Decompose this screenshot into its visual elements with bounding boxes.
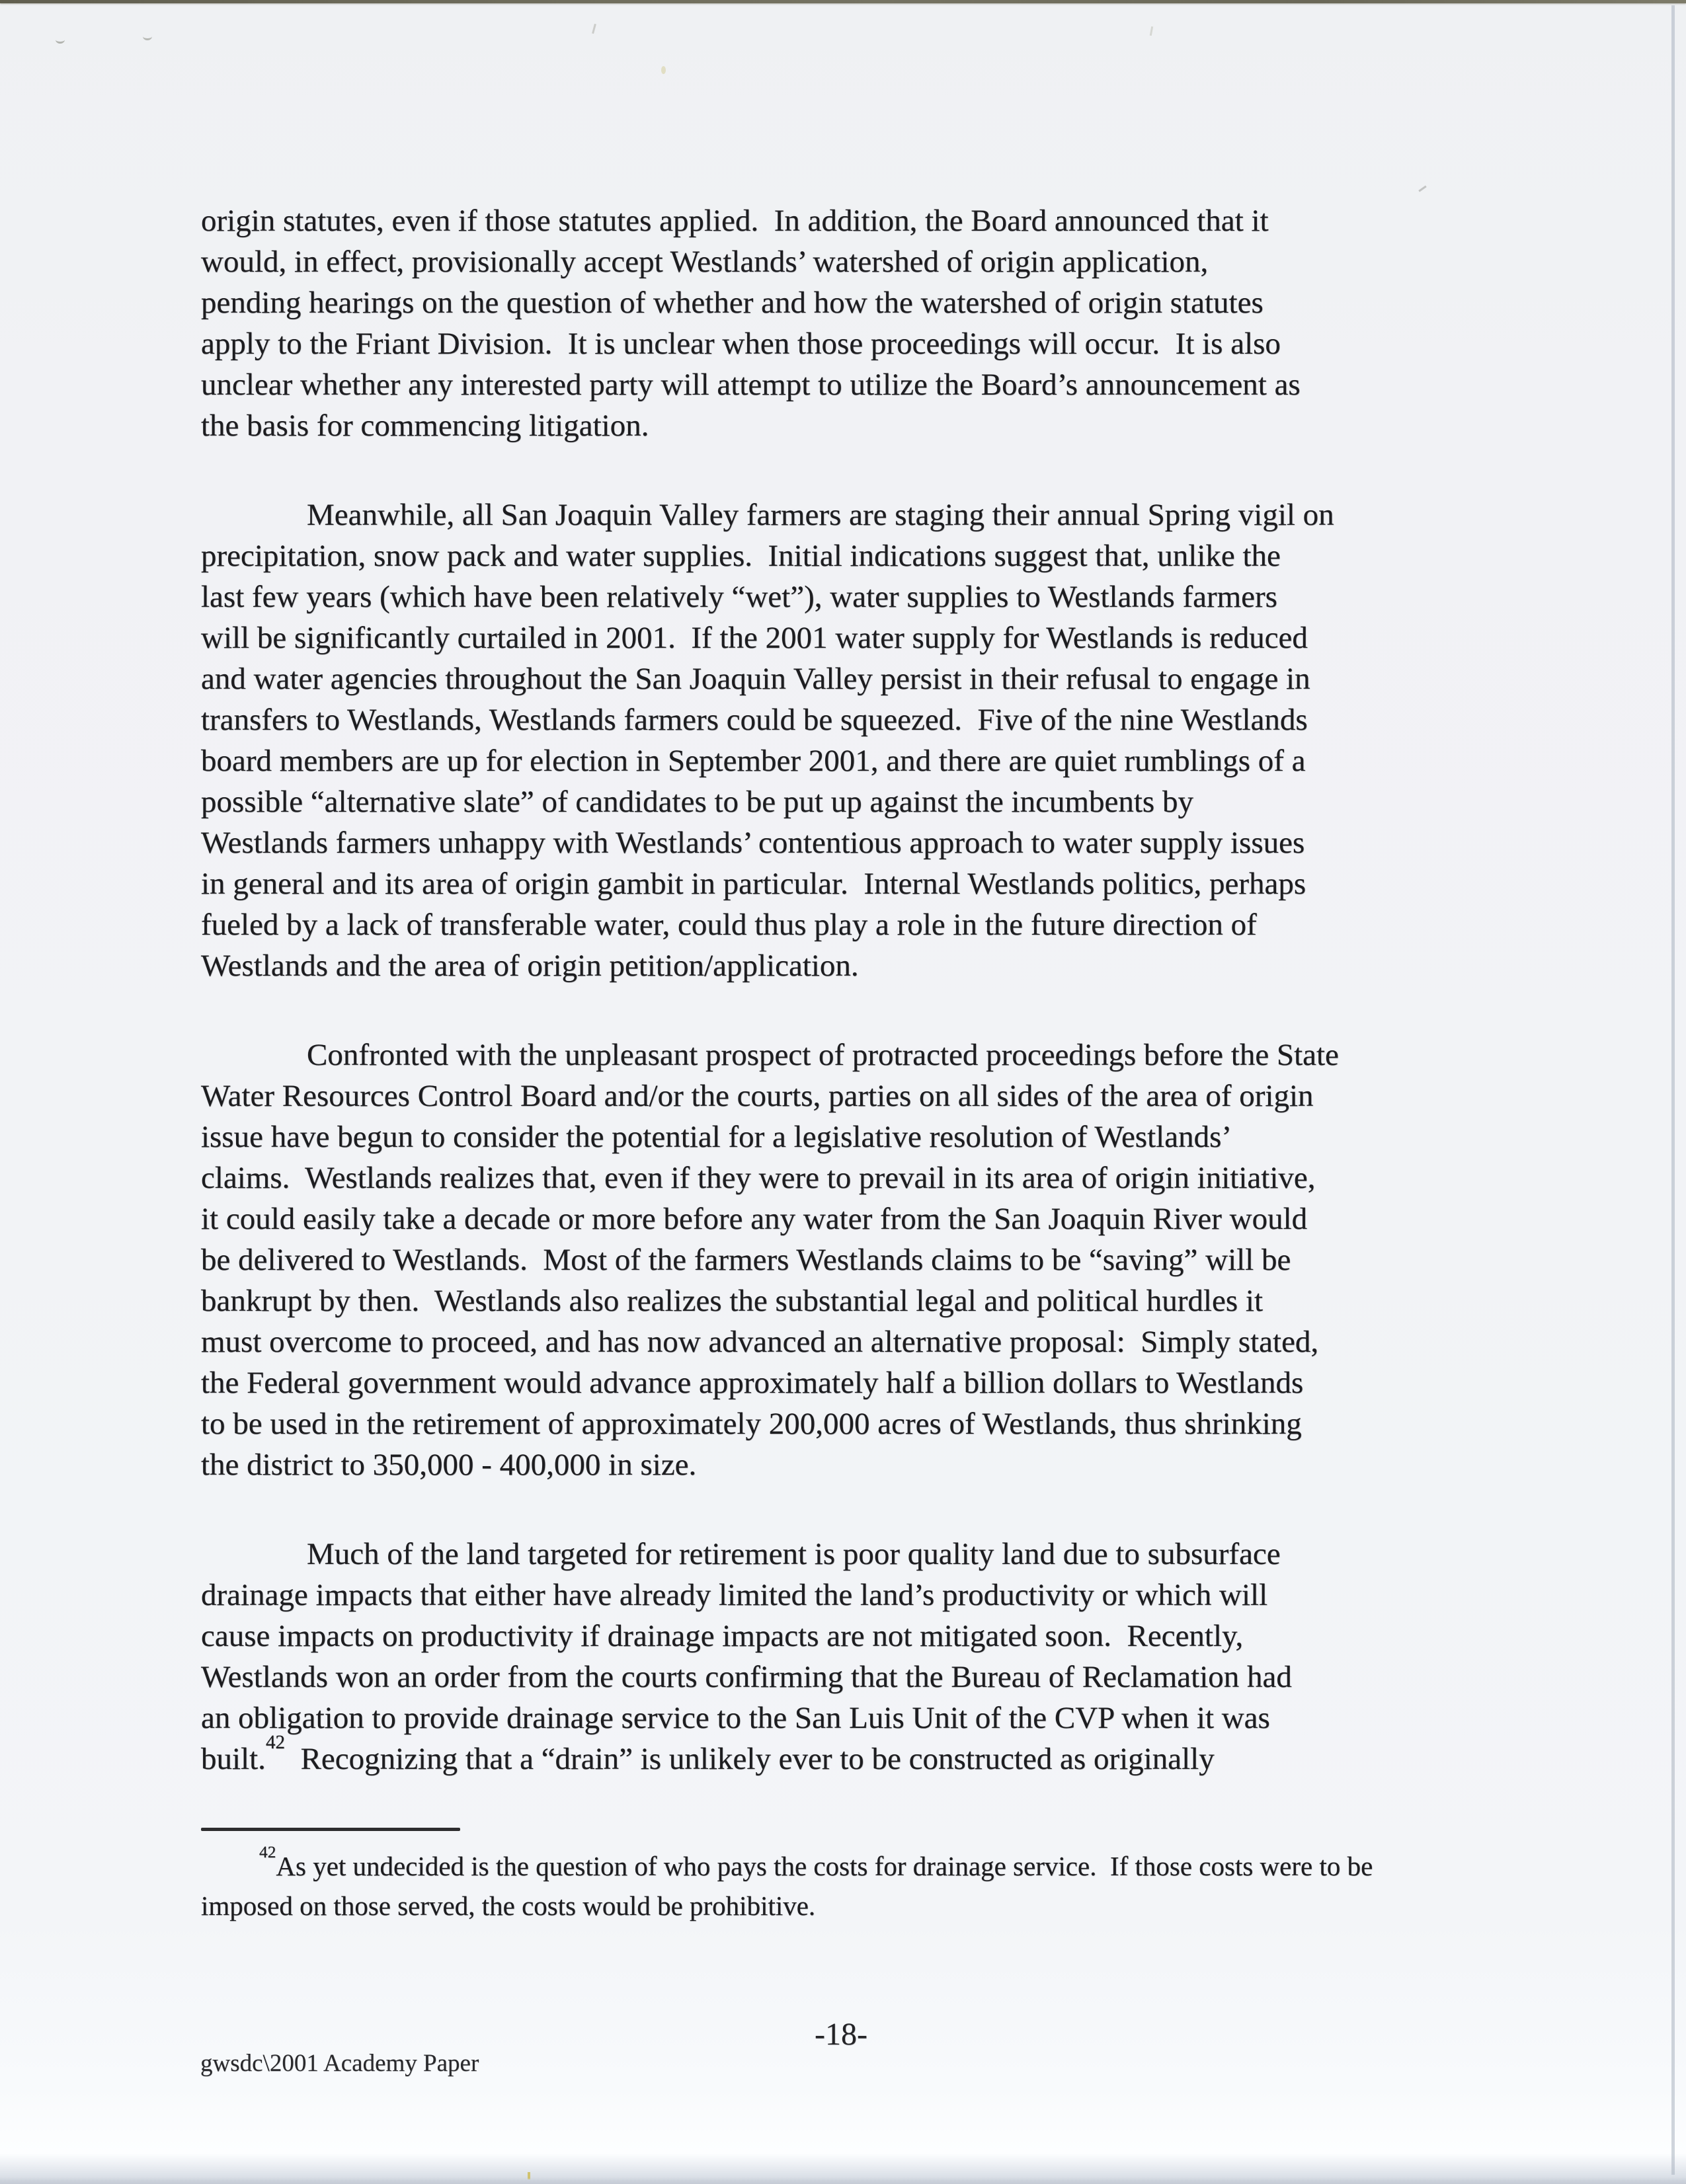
- paragraph: [201, 494, 1530, 986]
- text-line: and water agencies throughout the San Joaquin Valley persist in their refusal to engage in: [201, 662, 1310, 696]
- document-text: [201, 200, 1530, 1926]
- text-line: the Federal government would advance approximately half a billion dollars to Westlands: [201, 1366, 1304, 1400]
- scan-top-edge-artifact: [0, 0, 1686, 3]
- document-id-footer: gwsdc\2001 Academy Paper: [200, 2050, 479, 2077]
- text-line: origin statutes, even if those statutes applied. In addition, the Board announced that it: [201, 204, 1269, 238]
- text-line: last few years (which have been relatively “wet”), water supplies to Westlands farmers: [201, 580, 1277, 614]
- scan-speck: [1150, 26, 1153, 36]
- text-line: the basis for commencing litigation.: [201, 409, 649, 443]
- text-line: imposed on those served, the costs would be prohibitive.: [201, 1891, 816, 1921]
- text-line: board members are up for election in September 2001, and there are quiet rumblings of a: [201, 744, 1306, 778]
- scan-speck: [592, 24, 596, 34]
- text-line: Confronted with the unpleasant prospect of protracted proceedings before the State: [307, 1038, 1339, 1072]
- paragraph: [201, 1534, 1530, 1779]
- text-line: be delivered to Westlands. Most of the farmers Westlands claims to be “saving” will be: [201, 1243, 1291, 1277]
- text-line: in general and its area of origin gambit in particular. Internal Westlands politics, perhaps: [201, 867, 1306, 901]
- paragraph: [201, 1034, 1530, 1485]
- text-line: pending hearings on the question of whether and how the watershed of origin statutes: [201, 286, 1264, 320]
- text-line: must overcome to proceed, and has now advanced an alternative proposal: Simply stated,: [201, 1325, 1319, 1359]
- text-line: Westlands farmers unhappy with Westlands’ contentious approach to water supply issues: [201, 826, 1305, 860]
- text-line: Meanwhile, all San Joaquin Valley farmers are staging their annual Spring vigil on: [307, 498, 1334, 532]
- text-line: fueled by a lack of transferable water, could thus play a role in the future direction of: [201, 908, 1257, 942]
- scan-right-edge-artifact: [1671, 5, 1675, 2175]
- text-line: drainage impacts that either have already limited the land’s productivity or which will: [201, 1578, 1268, 1612]
- footnote: [201, 1843, 1530, 1926]
- text-line: will be significantly curtailed in 2001. If the 2001 water supply for Westlands is reduced: [201, 621, 1308, 655]
- text-line: possible “alternative slate” of candidates to be put up against the incumbents by: [201, 785, 1193, 819]
- text-line: $^{42}$As yet undecided is the question of who pays the costs for drainage service. If those costs were to be: [259, 1843, 1373, 1881]
- scan-bottom-edge-artifact: [0, 2178, 1686, 2184]
- scan-speck: [1418, 186, 1426, 192]
- scan-speck: [143, 32, 152, 40]
- text-line: unclear whether any interested party will attempt to utilize the Board’s announcement as: [201, 368, 1301, 402]
- text-line: transfers to Westlands, Westlands farmers could be squeezed. Five of the nine Westlands: [201, 703, 1308, 737]
- text-line: Westlands won an order from the courts confirming that the Bureau of Reclamation had: [201, 1660, 1292, 1694]
- paragraph: [201, 200, 1530, 446]
- text-line: to be used in the retirement of approximately 200,000 acres of Westlands, thus shrinking: [201, 1407, 1302, 1441]
- text-line: cause impacts on productivity if drainage impacts are not mitigated soon. Recently,: [201, 1619, 1244, 1653]
- text-line: it could easily take a decade or more before any water from the San Joaquin River would: [201, 1202, 1308, 1236]
- text-line: Westlands and the area of origin petition/application.: [201, 949, 859, 983]
- text-line: built.$^{42}$ Recognizing that a “drain” is unlikely ever to be constructed as originally: [201, 1732, 1215, 1776]
- text-line: apply to the Friant Division. It is unclear when those proceedings will occur. It is also: [201, 327, 1281, 361]
- page-number: -18-: [815, 2017, 867, 2052]
- text-line: bankrupt by then. Westlands also realizes the substantial legal and political hurdles it: [201, 1284, 1264, 1318]
- text-line: claims. Westlands realizes that, even if they were to prevail in its area of origin initiative,: [201, 1161, 1316, 1195]
- text-line: Water Resources Control Board and/or the courts, parties on all sides of the area of origin: [201, 1079, 1314, 1113]
- scan-speck: [661, 66, 666, 74]
- body-paragraphs: [201, 200, 1530, 1779]
- text-line: precipitation, snow pack and water supplies. Initial indications suggest that, unlike the: [201, 539, 1281, 573]
- footnote-separator-rule: [201, 1828, 460, 1831]
- text-line: would, in effect, provisionally accept Westlands’ watershed of origin application,: [201, 245, 1209, 279]
- text-line: the district to 350,000 - 400,000 in size.: [201, 1448, 697, 1482]
- text-line: an obligation to provide drainage service to the San Luis Unit of the CVP when it was: [201, 1701, 1270, 1735]
- text-line: Much of the land targeted for retirement is poor quality land due to subsurface: [307, 1537, 1281, 1571]
- text-line: issue have begun to consider the potential for a legislative resolution of Westlands’: [201, 1120, 1232, 1154]
- scan-speck: [56, 36, 65, 44]
